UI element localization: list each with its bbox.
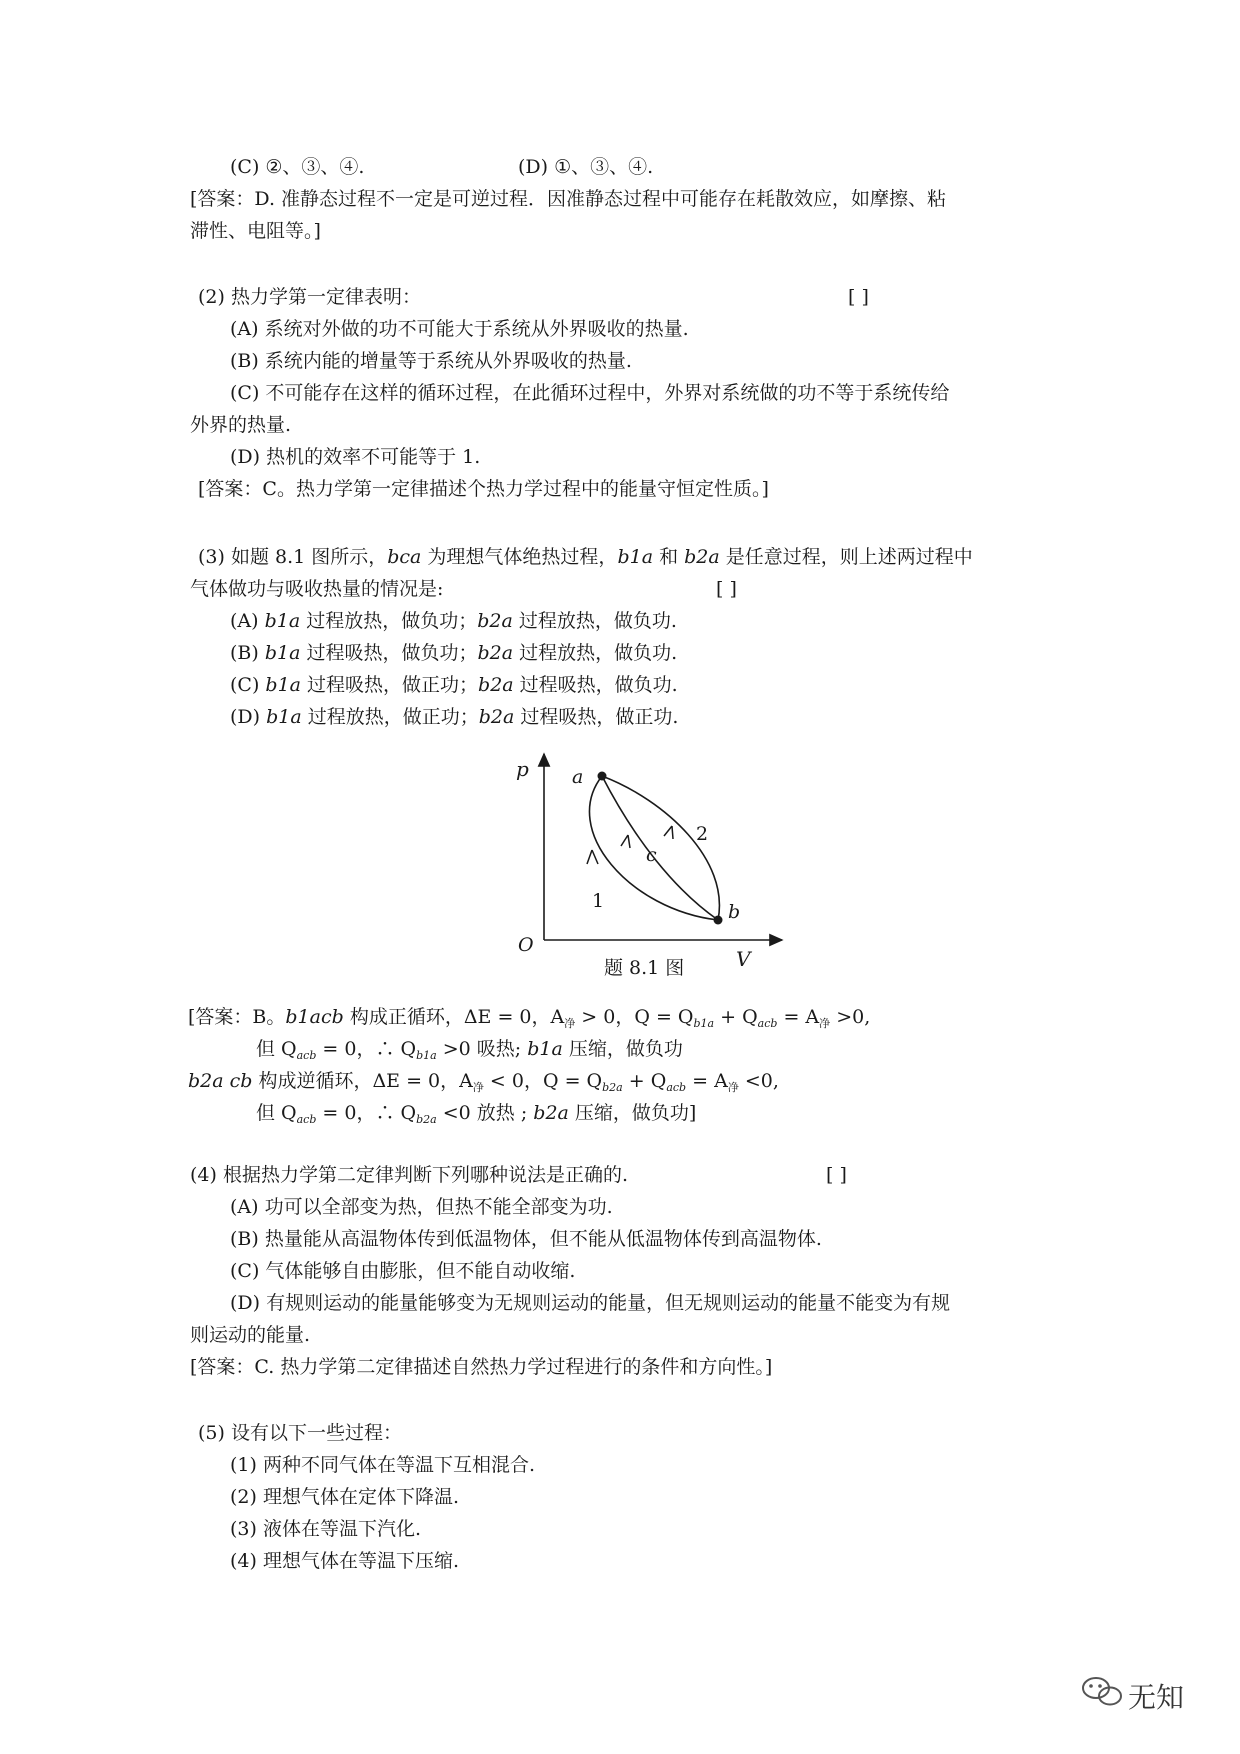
q2-answer: [答案：C。热力学第一定律描述个热力学过程中的能量守恒定性质。] (198, 478, 769, 500)
q3-answer-line2: 但 $Q_{acb} = 0$，∴ $Q_{b1a} >0$ 吸热; b1a 压缩，做负功 (256, 1038, 683, 1062)
q3-option-c: (C) b1a 过程吸热，做正功；b2a 过程吸热，做负功. (230, 674, 678, 696)
figure-caption: 题 8.1 图 (604, 957, 685, 979)
point-c-label: c (646, 844, 657, 866)
q5-item-3: (3) 液体在等温下汽化. (230, 1518, 421, 1540)
arrow-on-curve-1 (587, 850, 598, 864)
origin-label: O (518, 934, 534, 956)
q5-item-1: (1) 两种不同气体在等温下互相混合. (230, 1454, 535, 1476)
q4-option-a: (A) 功可以全部变为热，但热不能全部变为功. (230, 1196, 613, 1218)
q5-item-2: (2) 理想气体在定体下降温. (230, 1486, 459, 1508)
process-curve-c (602, 776, 718, 920)
arrow-on-curve-c (621, 835, 630, 848)
q1-answer-line2: 滞性、电阻等。] (190, 220, 321, 242)
q1-option-c: (C) ②、③、④. (230, 156, 365, 178)
point-a-label: a (572, 766, 584, 788)
q3-answer-bracket: [ ] (716, 578, 737, 600)
p-axis-label: p (516, 757, 529, 781)
q2-option-d: (D) 热机的效率不可能等于 1. (230, 446, 481, 468)
q4-answer: [答案：C. 热力学第二定律描述自然热力学过程进行的条件和方向性。] (190, 1356, 773, 1378)
q4-option-b: (B) 热量能从高温物体传到低温物体，但不能从低温物体传到高温物体. (230, 1228, 822, 1250)
q4-option-d-line1: (D) 有规则运动的能量能够变为无规则运动的能量，但无规则运动的能量不能变为有规 (230, 1292, 951, 1314)
q4-stem: (4) 根据热力学第二定律判断下列哪种说法是正确的. (190, 1164, 628, 1186)
curve-1-label: 1 (592, 890, 605, 912)
arrow-on-curve-2 (664, 826, 673, 839)
q2-answer-bracket: [ ] (848, 286, 869, 308)
q4-option-c: (C) 气体能够自由膨胀，但不能自动收缩. (230, 1260, 576, 1282)
q2-option-a: (A) 系统对外做的功不可能大于系统从外界吸收的热量. (230, 318, 689, 340)
point-b (714, 916, 723, 925)
q3-answer-line1: [答案：B。b1acb 构成正循环，ΔE = 0，$A_净 > 0$，$Q = Q_{b1a} + Q_{acb} = A_净 >0$, (188, 1006, 871, 1030)
q3-option-a: (A) b1a 过程放热，做负功；b2a 过程放热，做负功. (230, 610, 677, 632)
q2-option-c-line2: 外界的热量. (190, 414, 292, 436)
watermark-text: 无知 (1128, 1681, 1185, 1714)
pv-diagram-figure (440, 740, 800, 990)
q1-answer-line1: [答案：D. 准静态过程不一定是可逆过程．因准静态过程中可能存在耗散效应，如摩擦、粘 (190, 188, 947, 210)
point-b-label: b (728, 901, 741, 923)
q2-stem: (2) 热力学第一定律表明： (198, 286, 421, 308)
point-a (598, 772, 607, 781)
q2-option-c-line1: (C) 不可能存在这样的循环过程，在此循环过程中，外界对系统做的功不等于系统传给 (230, 382, 950, 404)
q4-answer-bracket: [ ] (826, 1164, 847, 1186)
v-axis-label: V (736, 947, 751, 971)
process-curve-2 (602, 776, 719, 920)
q3-option-d: (D) b1a 过程放热，做正功；b2a 过程吸热，做正功. (230, 706, 679, 728)
q3-option-b: (B) b1a 过程吸热，做负功；b2a 过程放热，做负功. (230, 642, 678, 664)
q3-stem-line1: (3) 如题 8.1 图所示，bca 为理想气体绝热过程，b1a 和 b2a 是任意过程，则上述两过程中 (198, 546, 973, 568)
q4-option-d-line2: 则运动的能量. (190, 1324, 311, 1346)
q3-stem-line2: 气体做功与吸收热量的情况是: (190, 578, 444, 600)
q5-stem: (5) 设有以下一些过程： (198, 1422, 402, 1444)
q1-option-d: (D) ①、③、④. (518, 156, 654, 178)
curve-2-label: 2 (696, 823, 709, 845)
q3-answer-line4: 但 $Q_{acb} = 0$，∴ $Q_{b2a} <0$ 放热 ; b2a 压缩，做负功] (256, 1102, 697, 1126)
q2-option-b: (B) 系统内能的增量等于系统从外界吸收的热量. (230, 350, 632, 372)
q5-item-4: (4) 理想气体在等温下压缩. (230, 1550, 459, 1572)
q3-answer-line3: b2a cb 构成逆循环，ΔE = 0，$A_净 < 0$，$Q = Q_{b2a} + Q_{acb} = A_净 <0$, (188, 1070, 779, 1094)
